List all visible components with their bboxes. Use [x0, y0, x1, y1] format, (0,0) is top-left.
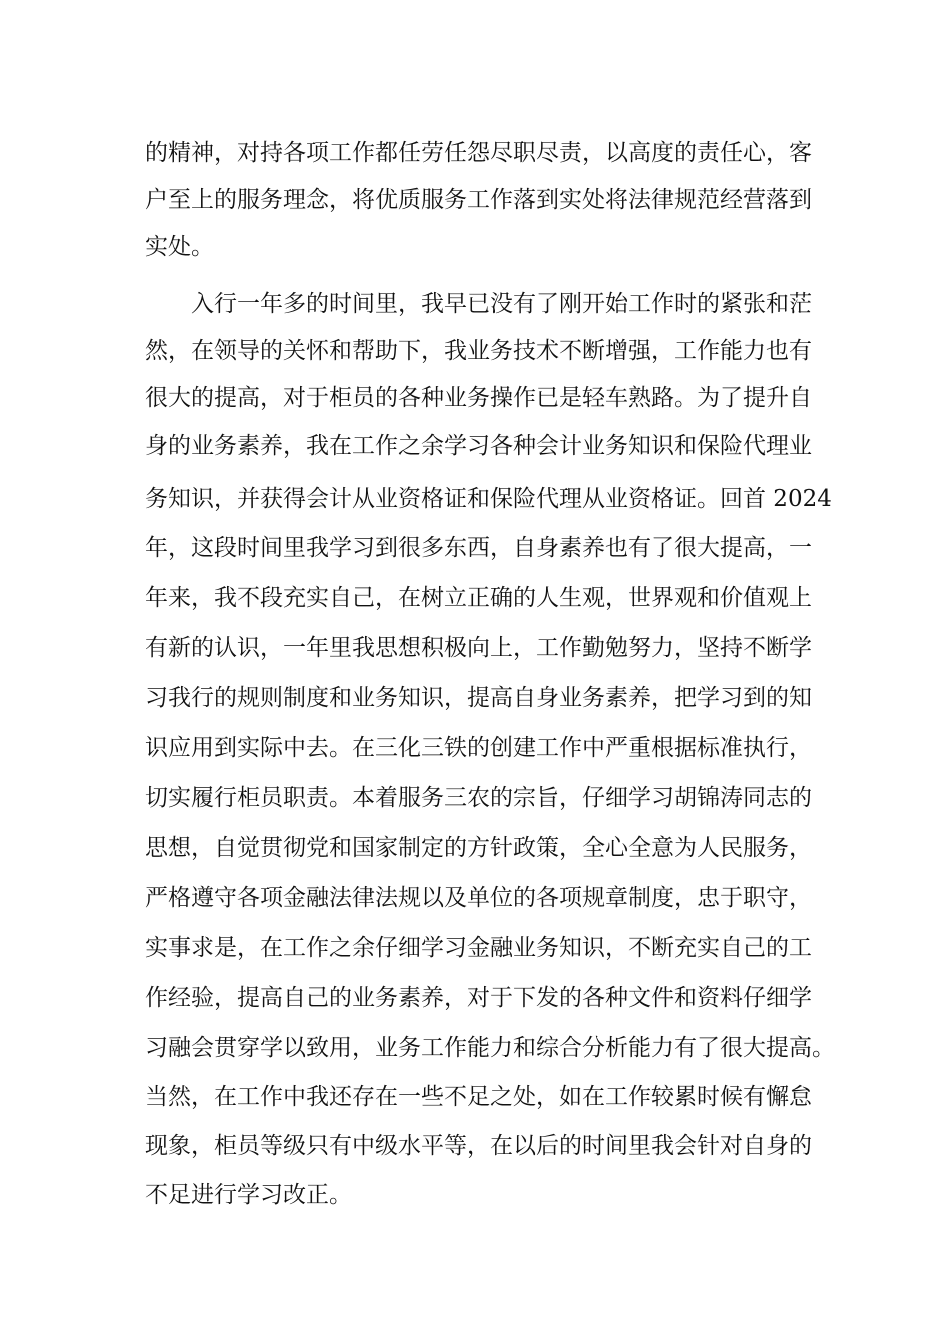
- text-line: 现象，柜员等级只有中级水平等，在以后的时间里我会针对自身的: [145, 1133, 812, 1159]
- text-line: 切实履行柜员职责。本着服务三农的宗旨，仔细学习胡锦涛同志的: [145, 785, 812, 811]
- text-line: 然，在领导的关怀和帮助下，我业务技术不断增强，工作能力也有: [145, 338, 812, 364]
- text-line: 习我行的规则制度和业务知识，提高自身业务素养，把学习到的知: [145, 685, 812, 711]
- text-line: 习融会贯穿学以致用，业务工作能力和综合分析能力有了很大提高。: [145, 1035, 835, 1061]
- text-line: 身的业务素养，我在工作之余学习各种会计业务知识和保险代理业: [145, 433, 812, 459]
- text-line: 实事求是，在工作之余仔细学习金融业务知识，不断充实自己的工: [145, 935, 812, 961]
- text-line: 实处。: [145, 234, 214, 260]
- text-line: 的精神，对持各项工作都任劳任怨尽职尽责，以高度的责任心，客: [145, 140, 812, 166]
- text-line: 务知识，并获得会计从业资格证和保险代理从业资格证。回首 2024: [145, 486, 832, 512]
- text-line: 思想，自觉贯彻党和国家制定的方针政策，全心全意为人民服务，: [145, 835, 812, 861]
- text-line: 入行一年多的时间里，我早已没有了刚开始工作时的紧张和茫: [191, 291, 812, 317]
- text-line: 户至上的服务理念，将优质服务工作落到实处将法律规范经营落到: [145, 187, 812, 213]
- text-line: 作经验，提高自己的业务素养，对于下发的各种文件和资料仔细学: [145, 985, 812, 1011]
- text-line: 不足进行学习改正。: [145, 1182, 352, 1208]
- text-line: 很大的提高，对于柜员的各种业务操作已是轻车熟路。为了提升自: [145, 385, 812, 411]
- text-line: 识应用到实际中去。在三化三铁的创建工作中严重根据标准执行，: [145, 735, 812, 761]
- text-line: 年来，我不段充实自己，在树立正确的人生观，世界观和价值观上: [145, 585, 812, 611]
- text-line: 当然，在工作中我还存在一些不足之处，如在工作较累时候有懈怠: [145, 1084, 812, 1110]
- text-line: 有新的认识，一年里我思想积极向上，工作勤勉努力，坚持不断学: [145, 635, 812, 661]
- text-line: 年，这段时间里我学习到很多东西，自身素养也有了很大提高，一: [145, 535, 812, 561]
- text-line: 严格遵守各项金融法律法规以及单位的各项规章制度，忠于职守，: [145, 885, 812, 911]
